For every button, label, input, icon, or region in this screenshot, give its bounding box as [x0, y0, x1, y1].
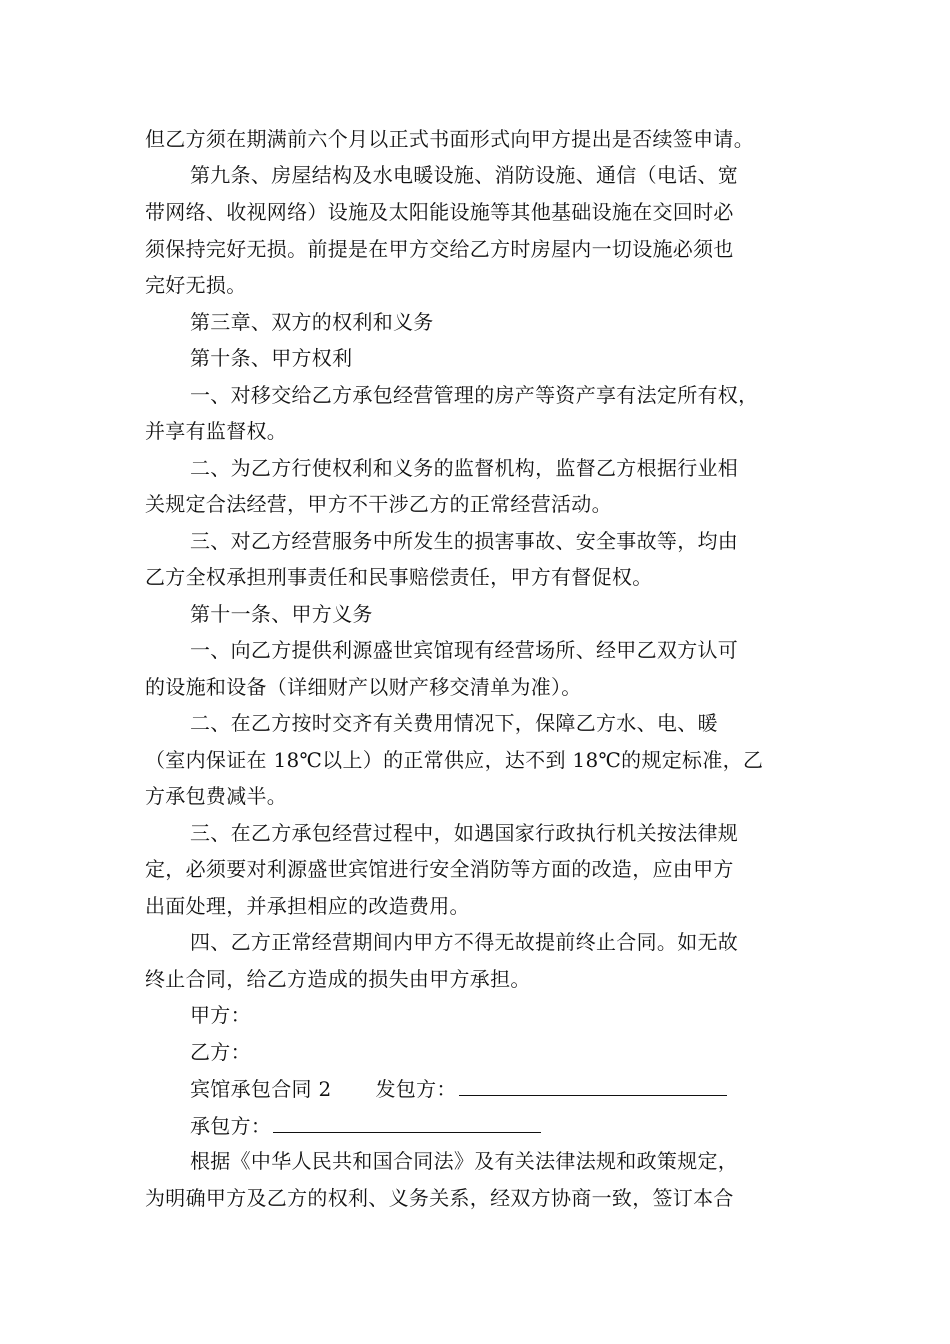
paragraph-line: 带网络、收视网络）设施及太阳能设施等其他基础设施在交回时必: [145, 200, 734, 224]
chapter-3-heading: 第三章、双方的权利和义务: [190, 310, 434, 334]
paragraph-line: 根据《中华人民共和国合同法》及有关法律法规和政策规定，: [190, 1149, 739, 1173]
party-b-signature-label: 乙方：: [190, 1040, 251, 1064]
paragraph-line: 出面处理，并承担相应的改造费用。: [145, 894, 470, 918]
paragraph-line: 二、为乙方行使权利和义务的监督机构，监督乙方根据行业相: [190, 456, 739, 480]
contractor-blank-field[interactable]: [273, 1112, 541, 1133]
paragraph-line: 三、在乙方承包经营过程中，如遇国家行政执行机关按法律规: [190, 821, 739, 845]
paragraph-line: 一、对移交给乙方承包经营管理的房产等资产享有法定所有权，: [190, 383, 759, 407]
paragraph-line: 二、在乙方按时交齐有关费用情况下，保障乙方水、电、暖: [190, 711, 718, 735]
paragraph-line: 为明确甲方及乙方的权利、义务关系，经双方协商一致，签订本合: [145, 1186, 734, 1210]
paragraph-line: 但乙方须在期满前六个月以正式书面形式向甲方提出是否续签申请。: [145, 127, 754, 151]
paragraph-line: 三、对乙方经营服务中所发生的损害事故、安全事故等，均由: [190, 529, 739, 553]
paragraph-line: 完好无损。: [145, 273, 247, 297]
contractor-label: 承包方：: [190, 1114, 272, 1138]
article-9-line: 第九条、房屋结构及水电暖设施、消防设施、通信（电话、宽: [190, 163, 739, 187]
contract-title: 宾馆承包合同 2: [190, 1077, 332, 1101]
contractor-line: [190, 1112, 541, 1139]
paragraph-line: 定，必须要对利源盛世宾馆进行安全消防等方面的改造，应由甲方: [145, 857, 734, 881]
paragraph-line: 一、向乙方提供利源盛世宾馆现有经营场所、经甲乙双方认可: [190, 638, 739, 662]
paragraph-line: 并享有监督权。: [145, 419, 288, 443]
paragraph-line: 方承包费减半。: [145, 784, 288, 808]
paragraph-line: （室内保证在 18℃以上）的正常供应，达不到 18℃的规定标准，乙: [145, 748, 764, 772]
paragraph-line: 四、乙方正常经营期间内甲方不得无故提前终止合同。如无故: [190, 930, 739, 954]
paragraph-line: 终止合同，给乙方造成的损失由甲方承担。: [145, 967, 531, 991]
paragraph-line: 的设施和设备（详细财产以财产移交清单为准）。: [145, 675, 582, 699]
paragraph-line: 须保持完好无损。前提是在甲方交给乙方时房屋内一切设施必须也: [145, 237, 734, 261]
contract-2-heading-line: [190, 1075, 727, 1102]
party-a-signature-label: 甲方：: [190, 1003, 251, 1027]
issuer-label: 发包方：: [375, 1077, 457, 1101]
paragraph-line: 关规定合法经营，甲方不干涉乙方的正常经营活动。: [145, 492, 612, 516]
article-10-heading: 第十条、甲方权利: [190, 346, 353, 370]
article-11-heading: 第十一条、甲方义务: [190, 602, 373, 626]
issuer-blank-field[interactable]: [459, 1075, 727, 1096]
paragraph-line: 乙方全权承担刑事责任和民事赔偿责任，甲方有督促权。: [145, 565, 653, 589]
